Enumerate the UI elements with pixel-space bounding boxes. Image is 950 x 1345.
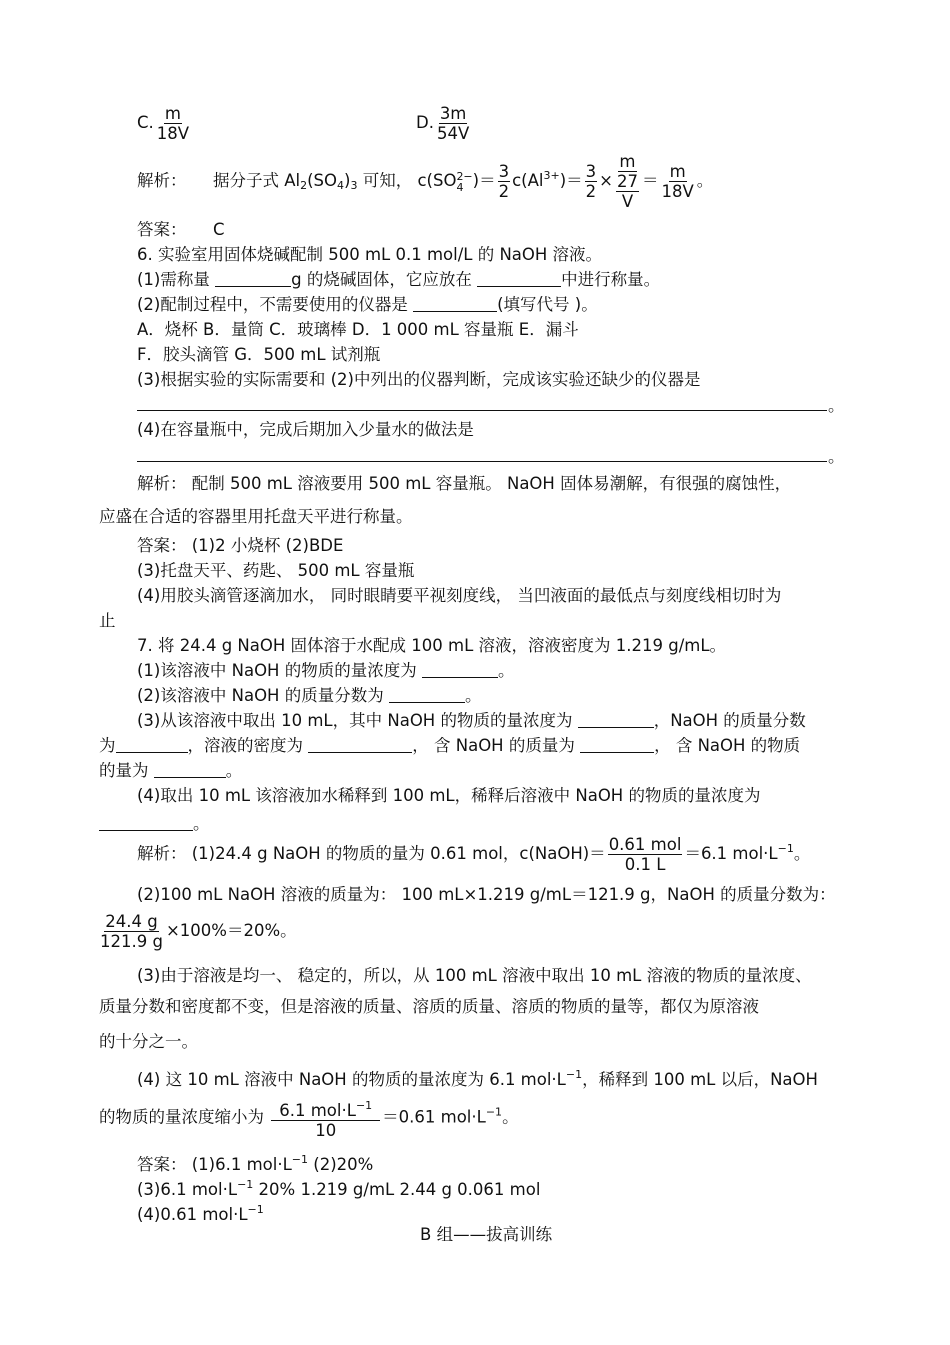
answer-7-line-1: 答案： (1)6.1 $mol\cdot L^{-1}$ (2)20% (137, 1153, 374, 1174)
fraction: $\frac{6.1 mol\cdot L^{-1}}{10}$ (271, 1096, 380, 1140)
solution-7-part-3a: (3)由于溶液是均一、 稳定的，所以，从 100 mL 溶液中取出 10 mL 溶液的物质的量浓度、 (137, 966, 812, 985)
question-7-part-3a: (3)从该溶液中取出 10 mL，其中 NaOH 的物质的量浓度为 ，NaOH 的质量分数 (137, 711, 806, 730)
section-heading-b: B 组——拔高训练 (420, 1225, 553, 1244)
compound-fraction: m 27 V (616, 152, 638, 211)
fraction: $\frac{m}{18V}$ (156, 104, 190, 143)
answer-blank[interactable] (477, 270, 561, 287)
answer-5: 答案： C (137, 220, 225, 239)
answer-6-line-4: 止 (99, 611, 116, 630)
fraction: $\frac{24.4 g}{121.9 g}$ (100, 912, 163, 951)
answer-6-line-1: 答案： (1)2 小烧杯 (2)BDE (137, 536, 344, 555)
solution-7-part-3b: 质量分数和密度都不变，但是溶液的质量、溶质的质量、溶质的物质的量等，都仅为原溶液 (99, 997, 759, 1016)
answer-blank[interactable] (389, 686, 465, 703)
question-7-stem: 7. 将 24.4 g NaOH 固体溶于水配成 100 mL 溶液，溶液密度为 1.219 g/mL。 (137, 636, 727, 655)
answer-blank[interactable] (308, 736, 412, 753)
question-6-part-1: (1)需称量 g 的烧碱固体，它应放在 中进行称量。 (137, 270, 661, 289)
solution-7-part-4b: 的物质的量浓度缩小为 $\frac{6.1 mol\cdot L^{-1}}{10}$ ＝0.61 $mol\cdot L^{-1}$。 (99, 1096, 519, 1140)
solution-5: 解析： 据分子式 $Al_2(SO_4)_3$ 可知， c(SO 2− 4 )＝ $\frac{3}{2}$ $c(Al^{3+})=$ $\frac{3}{2}$ × m 27 V ＝ $\frac{m}{18V}$ 。 (137, 152, 714, 211)
question-7-part-1: (1)该溶液中 NaOH 的物质的量浓度为 。 (137, 661, 515, 680)
option-d: D. $\frac{3m}{54V}$ (416, 104, 470, 143)
fraction: $\frac{3m}{54V}$ (436, 104, 470, 143)
answer-blank[interactable] (580, 736, 654, 753)
question-7-part-4: (4)取出 10 mL 该溶液加水稀释到 100 mL，稀释后溶液中 NaOH 的物质的量浓度为 (137, 786, 761, 805)
answer-line[interactable] (137, 410, 827, 411)
question-7-part-2: (2)该溶液中 NaOH 的质量分数为 。 (137, 686, 482, 705)
answer-7-line-3: (4)0.61 $mol\cdot L^{-1}$ (137, 1203, 264, 1224)
end-mark: 。 (828, 447, 845, 466)
question-6-options-row-1: A．烧杯 B．量筒 C．玻璃棒 D．1 000 mL 容量瓶 E．漏斗 (137, 320, 579, 339)
answer-blank[interactable] (154, 761, 226, 778)
question-6-part-4: (4)在容量瓶中，完成后期加入少量水的做法是 (137, 420, 474, 439)
answer-blank[interactable] (422, 661, 498, 678)
answer-blank[interactable] (215, 270, 291, 287)
answer-6-line-2: (3)托盘天平、药匙、 500 mL 容量瓶 (137, 561, 415, 580)
fraction: $\frac{3}{2}$ (585, 162, 597, 201)
question-6-part-3: (3)根据实验的实际需要和 (2)中列出的仪器判断，完成该实验还缺少的仪器是 (137, 370, 701, 389)
solution-7-part-1: 解析： (1)24.4 g NaOH 的物质的量为 0.61 mol，c(NaOH)＝ $\frac{\text{0.61 mol}}{0.1 L}$ ＝6.1 $mol\cdot L^{-1}$。 (137, 835, 811, 874)
end-mark: 。 (828, 396, 845, 415)
question-6-part-2: (2)配制过程中，不需要使用的仪器是 (填写代号 )。 (137, 295, 598, 314)
fraction: $\frac{3}{2}$ (498, 162, 510, 201)
question-7-part-4-blank: 。 (99, 812, 210, 836)
solution-7-part-3c: 的十分之一。 (99, 1032, 198, 1051)
solution-7-part-2b: $\frac{24.4 g}{121.9 g}$ ×100%＝20%。 (100, 912, 297, 951)
fraction: $\frac{m}{18V}$ (661, 162, 694, 201)
answer-blank[interactable] (578, 711, 654, 728)
question-7-part-3b: 为 ，溶液的密度为 ， 含 NaOH 的质量为 ， 含 NaOH 的物质 (99, 736, 801, 755)
question-6-stem: 6. 实验室用固体烧碱配制 500 mL 0.1 mol/L 的 NaOH 溶液。 (137, 245, 603, 264)
solution-7-part-4a: (4) 这 10 mL 溶液中 NaOH 的物质的量浓度为 6.1 $mol\cdot L^{-1}$，稀释到 100 mL 以后，NaOH (137, 1068, 818, 1089)
question-7-part-3c: 的量为 。 (99, 761, 243, 780)
answer-blank[interactable] (116, 736, 188, 753)
answer-blank[interactable] (99, 814, 193, 831)
solution-6-line-1: 解析： 配制 500 mL 溶液要用 500 mL 容量瓶。 NaOH 固体易潮解，有很强的腐蚀性， (137, 474, 792, 493)
answer-6-line-3: (4)用胶头滴管逐滴加水， 同时眼睛要平视刻度线， 当凹液面的最低点与刻度线相切时为 (137, 586, 782, 605)
option-c: C. $\frac{m}{18V}$ (137, 104, 190, 143)
answer-7-line-2: (3)6.1 $mol\cdot L^{-1}$ 20% 1.219 g/mL 2.44 g 0.061 mol (137, 1178, 541, 1199)
question-6-options-row-2: F．胶头滴管 G．500 mL 试剂瓶 (137, 345, 381, 364)
answer-line[interactable] (137, 461, 827, 462)
solution-7-part-2a: (2)100 mL NaOH 溶液的质量为： 100 mL×1.219 g/mL＝121.9 g，NaOH 的质量分数为： (137, 885, 836, 904)
solution-6-line-2: 应盛在合适的容器里用托盘天平进行称量。 (99, 507, 413, 526)
answer-blank[interactable] (413, 295, 497, 312)
fraction: $\frac{\text{0.61 mol}}{0.1 L}$ (608, 835, 682, 874)
